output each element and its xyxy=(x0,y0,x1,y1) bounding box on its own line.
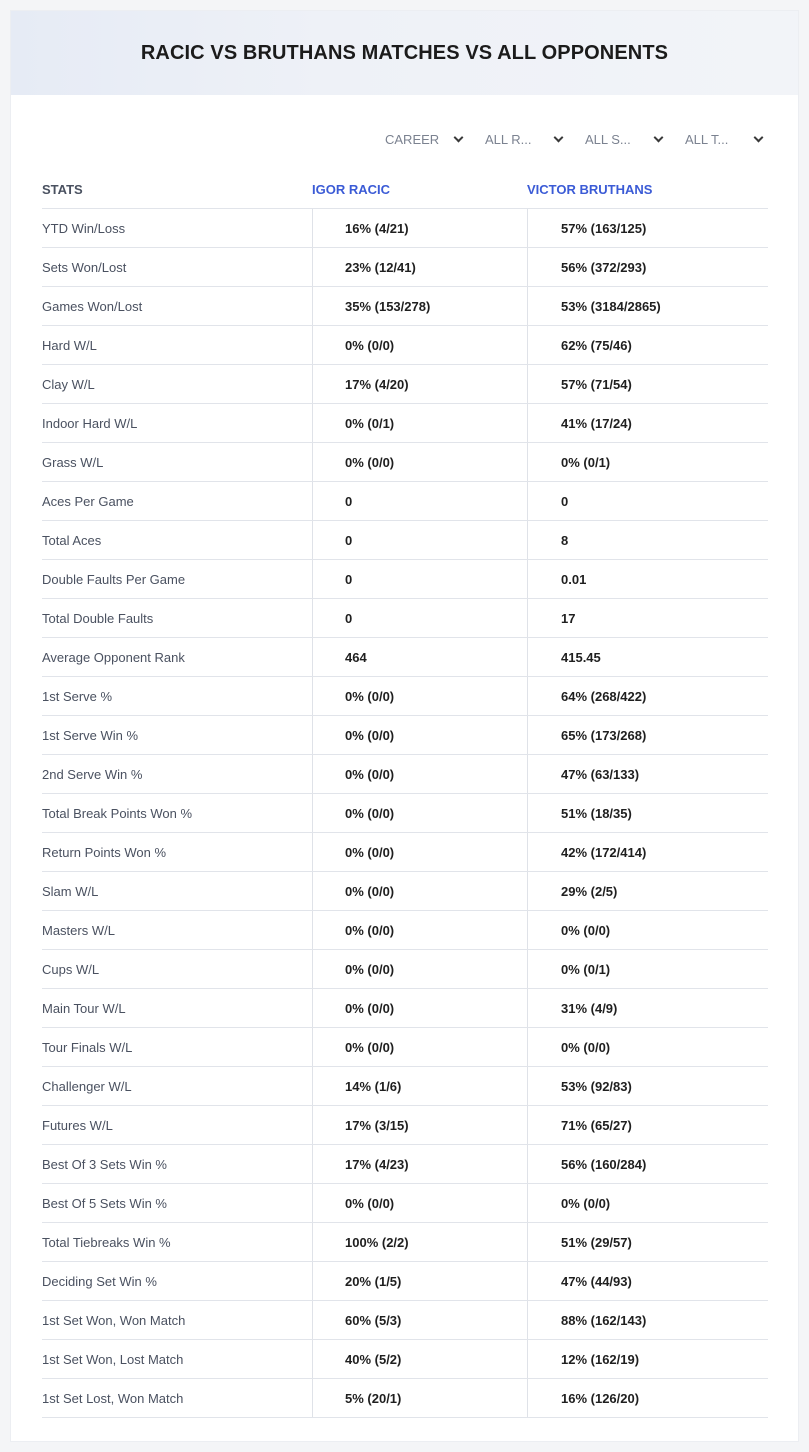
player1-value: 0% (0/0) xyxy=(312,1028,527,1066)
stat-label: Main Tour W/L xyxy=(42,1000,126,1016)
chevron-down-icon xyxy=(754,132,764,142)
stat-label: Sets Won/Lost xyxy=(42,259,127,275)
table-row xyxy=(42,1223,768,1262)
player1-value: 0% (0/0) xyxy=(312,716,527,754)
player1-value: 0 xyxy=(312,482,527,520)
player1-value: 40% (5/2) xyxy=(312,1340,527,1378)
player2-value: 42% (172/414) xyxy=(527,833,768,871)
stat-label: Grass W/L xyxy=(42,454,104,470)
table-row xyxy=(42,755,768,794)
stat-label: Clay W/L xyxy=(42,376,95,392)
table-row xyxy=(42,209,768,248)
filter-label: CAREER xyxy=(385,131,440,147)
table-row xyxy=(42,1340,768,1379)
page-title: RACIC VS BRUTHANS MATCHES VS ALL OPPONENTS xyxy=(140,41,669,64)
player2-value: 41% (17/24) xyxy=(527,404,768,442)
player2-value: 56% (372/293) xyxy=(527,248,768,286)
table-row xyxy=(42,989,768,1028)
table-row xyxy=(42,911,768,950)
filter-bar xyxy=(366,129,766,149)
player1-value: 0% (0/0) xyxy=(312,677,527,715)
filter-label: ALL S... xyxy=(585,131,631,147)
player1-value: 0% (0/0) xyxy=(312,794,527,832)
filter-surface-select[interactable] xyxy=(566,129,666,149)
table-row xyxy=(42,404,768,443)
stat-label: 2nd Serve Win % xyxy=(42,766,143,782)
player2-value: 47% (44/93) xyxy=(527,1262,768,1300)
player2-value: 415.45 xyxy=(527,638,768,676)
chevron-down-icon xyxy=(554,132,564,142)
table-row xyxy=(42,521,768,560)
player2-link[interactable]: VICTOR BRUTHANS xyxy=(527,182,653,197)
table-row xyxy=(42,1262,768,1301)
stats-table xyxy=(42,171,768,1418)
player1-value: 17% (3/15) xyxy=(312,1106,527,1144)
table-row xyxy=(42,1301,768,1340)
filter-label: ALL R... xyxy=(485,131,532,147)
chevron-down-icon xyxy=(454,132,464,142)
card-header xyxy=(11,11,798,95)
player2-value: 0% (0/0) xyxy=(527,1028,768,1066)
stat-label: Tour Finals W/L xyxy=(42,1039,133,1055)
stat-label: Double Faults Per Game xyxy=(42,571,186,587)
player1-value: 0% (0/0) xyxy=(312,755,527,793)
player2-value: 57% (71/54) xyxy=(527,365,768,403)
table-row xyxy=(42,1067,768,1106)
player1-value: 0% (0/0) xyxy=(312,911,527,949)
player2-value: 12% (162/19) xyxy=(527,1340,768,1378)
stat-label: Aces Per Game xyxy=(42,493,134,509)
table-row xyxy=(42,1145,768,1184)
table-row xyxy=(42,1106,768,1145)
stat-label: Average Opponent Rank xyxy=(42,649,185,665)
player1-value: 0% (0/0) xyxy=(312,989,527,1027)
table-row xyxy=(42,872,768,911)
table-row xyxy=(42,950,768,989)
stat-label: 1st Set Won, Lost Match xyxy=(42,1351,184,1367)
stat-label: Best Of 5 Sets Win % xyxy=(42,1195,167,1211)
table-row xyxy=(42,365,768,404)
player1-value: 17% (4/20) xyxy=(312,365,527,403)
stat-label: 1st Set Won, Won Match xyxy=(42,1312,186,1328)
stat-label: 1st Serve Win % xyxy=(42,727,139,743)
player2-value: 56% (160/284) xyxy=(527,1145,768,1183)
stat-label: Best Of 3 Sets Win % xyxy=(42,1156,167,1172)
player2-value: 0.01 xyxy=(527,560,768,598)
player1-value: 17% (4/23) xyxy=(312,1145,527,1183)
stat-label: Return Points Won % xyxy=(42,844,167,860)
table-row xyxy=(42,599,768,638)
table-row xyxy=(42,443,768,482)
table-row xyxy=(42,833,768,872)
player1-value: 16% (4/21) xyxy=(312,209,527,247)
stat-label: 1st Serve % xyxy=(42,688,113,704)
stat-label: Slam W/L xyxy=(42,883,99,899)
table-row xyxy=(42,248,768,287)
player1-value: 0% (0/0) xyxy=(312,443,527,481)
player1-value: 100% (2/2) xyxy=(312,1223,527,1261)
player1-value: 0% (0/0) xyxy=(312,1184,527,1222)
table-row xyxy=(42,638,768,677)
player2-value: 51% (29/57) xyxy=(527,1223,768,1261)
stat-label: Cups W/L xyxy=(42,961,100,977)
player2-value: 53% (92/83) xyxy=(527,1067,768,1105)
player2-value: 0 xyxy=(527,482,768,520)
player1-value: 14% (1/6) xyxy=(312,1067,527,1105)
player2-value: 71% (65/27) xyxy=(527,1106,768,1144)
player1-value: 60% (5/3) xyxy=(312,1301,527,1339)
stat-label: Total Break Points Won % xyxy=(42,805,193,821)
player2-value: 0% (0/1) xyxy=(527,950,768,988)
stats-card xyxy=(10,10,799,1442)
stat-label: Futures W/L xyxy=(42,1117,113,1133)
player1-value: 464 xyxy=(312,638,527,676)
table-header xyxy=(42,171,768,209)
player1-value: 0% (0/0) xyxy=(312,833,527,871)
player1-value: 0% (0/0) xyxy=(312,326,527,364)
player2-value: 17 xyxy=(527,599,768,637)
table-row xyxy=(42,287,768,326)
stat-label: Deciding Set Win % xyxy=(42,1273,157,1289)
table-row xyxy=(42,677,768,716)
table-row xyxy=(42,1184,768,1223)
stat-label: Hard W/L xyxy=(42,337,97,353)
player1-value: 20% (1/5) xyxy=(312,1262,527,1300)
player2-value: 47% (63/133) xyxy=(527,755,768,793)
player2-value: 51% (18/35) xyxy=(527,794,768,832)
player1-link[interactable]: IGOR RACIC xyxy=(312,182,390,197)
player2-value: 64% (268/422) xyxy=(527,677,768,715)
chevron-down-icon xyxy=(654,132,664,142)
player2-value: 31% (4/9) xyxy=(527,989,768,1027)
stat-label: Games Won/Lost xyxy=(42,298,143,314)
stat-label: Masters W/L xyxy=(42,922,115,938)
table-row xyxy=(42,326,768,365)
player2-value: 29% (2/5) xyxy=(527,872,768,910)
filter-label: ALL T... xyxy=(685,131,729,147)
stat-label: Challenger W/L xyxy=(42,1078,132,1094)
stat-label: Total Aces xyxy=(42,532,102,548)
player1-value: 0 xyxy=(312,560,527,598)
player1-value: 0 xyxy=(312,599,527,637)
player2-value: 0% (0/0) xyxy=(527,1184,768,1222)
player2-value: 8 xyxy=(527,521,768,559)
stat-label: 1st Set Lost, Won Match xyxy=(42,1390,184,1406)
stat-label: YTD Win/Loss xyxy=(42,220,126,236)
player1-value: 23% (12/41) xyxy=(312,248,527,286)
filter-tournament-select[interactable] xyxy=(666,129,766,149)
player1-value: 0% (0/1) xyxy=(312,404,527,442)
player2-value: 65% (173/268) xyxy=(527,716,768,754)
table-row xyxy=(42,482,768,521)
player2-value: 16% (126/20) xyxy=(527,1379,768,1417)
filter-period-select[interactable] xyxy=(366,129,466,149)
player1-value: 0% (0/0) xyxy=(312,872,527,910)
player1-value: 0% (0/0) xyxy=(312,950,527,988)
player1-value: 0 xyxy=(312,521,527,559)
table-body xyxy=(42,209,768,1418)
table-row xyxy=(42,1028,768,1067)
table-row xyxy=(42,1379,768,1418)
player2-value: 0% (0/1) xyxy=(527,443,768,481)
player1-value: 5% (20/1) xyxy=(312,1379,527,1417)
table-row xyxy=(42,716,768,755)
stats-column-header: STATS xyxy=(42,182,83,197)
table-row xyxy=(42,794,768,833)
player2-value: 62% (75/46) xyxy=(527,326,768,364)
player1-value: 35% (153/278) xyxy=(312,287,527,325)
player2-value: 88% (162/143) xyxy=(527,1301,768,1339)
player2-value: 57% (163/125) xyxy=(527,209,768,247)
player2-value: 0% (0/0) xyxy=(527,911,768,949)
table-row xyxy=(42,560,768,599)
stat-label: Indoor Hard W/L xyxy=(42,415,138,431)
stat-label: Total Double Faults xyxy=(42,610,154,626)
stat-label: Total Tiebreaks Win % xyxy=(42,1234,171,1250)
player2-value: 53% (3184/2865) xyxy=(527,287,768,325)
filter-round-select[interactable] xyxy=(466,129,566,149)
